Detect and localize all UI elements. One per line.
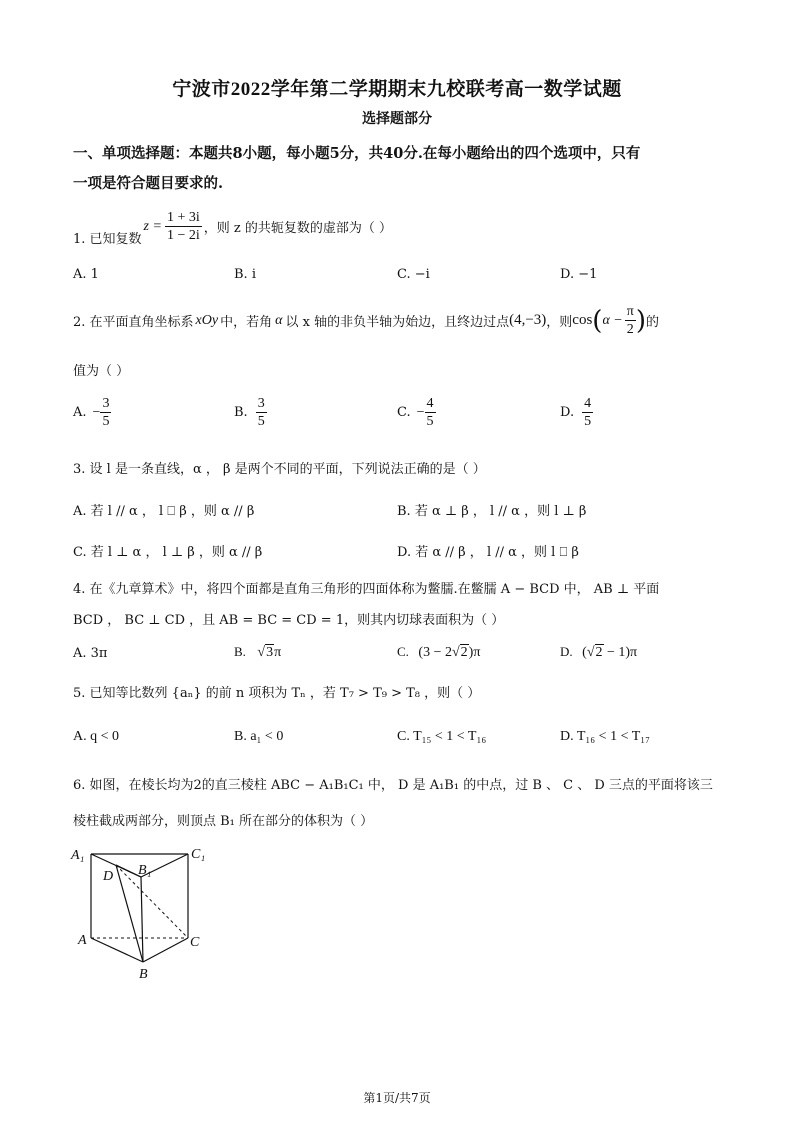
q2-text-e: 的 <box>645 315 659 331</box>
q2-a-frac <box>100 396 111 430</box>
label-d: D <box>103 869 114 884</box>
page-footer: 第1页/共7页 <box>363 1091 431 1105</box>
q2-c-den: 5 <box>426 414 434 430</box>
question-1-stem <box>73 206 392 247</box>
q2-b-num: 3 <box>256 396 267 413</box>
q1-fraction-denominator: 1 − 2i <box>166 228 200 243</box>
q4-c-part-a: (3 − 2 <box>418 645 452 660</box>
q2-d-label: D. <box>560 405 575 421</box>
q2-d-den: 5 <box>584 414 592 430</box>
q4-d-radicand: 2 <box>595 645 603 660</box>
q2-text-c: 以 x 轴的非负半轴为始边，且终边过点 <box>285 315 510 331</box>
q1-z-lhs: z = <box>143 218 162 234</box>
q2-point: (4,−3) <box>509 312 547 329</box>
q2-c-num: 4 <box>425 396 436 413</box>
label-c1: C₁ <box>191 847 206 862</box>
q4-d-part-b: − 1)π <box>603 645 638 660</box>
section-heading-line2: 一项是符合题目要求的. <box>73 175 224 192</box>
q2-text-b: 中，若角 <box>220 315 273 331</box>
q4-option-b: B. √3π <box>234 644 282 660</box>
label-b: B <box>139 967 148 982</box>
part-subtitle: 选择题部分 <box>362 111 432 127</box>
q2-b-label: B. <box>234 405 248 421</box>
edge-d-b <box>116 865 143 962</box>
q1-option-d: D. −1 <box>560 267 598 282</box>
edge-a-b <box>91 938 143 962</box>
q2-d-frac <box>582 396 593 430</box>
q2-option-b <box>234 396 267 430</box>
q2-stem-line2: 值为（ ） <box>73 364 130 379</box>
q4-option-d: D. (√2 − 1)π <box>560 644 638 660</box>
q4-c-part-b: )π <box>468 645 481 660</box>
q5-option-b: B. a₁ < 0 <box>234 729 284 744</box>
q4-b-label: B. <box>234 644 246 659</box>
q2-a-den: 5 <box>102 414 110 430</box>
label-a: A <box>78 933 87 948</box>
q1-suffix: ，则 z 的共轭复数的虚部为（ ） <box>203 221 392 236</box>
q4-c-radicand: 2 <box>460 645 468 660</box>
q4-option-a: A. 3π <box>73 646 108 661</box>
edge-b-c <box>143 938 188 962</box>
q4-d-part-a: ( <box>582 645 587 660</box>
q2-pi: π <box>625 304 636 321</box>
question-6-line2: 棱柱截成两部分，则顶点 B₁ 所在部分的体积为（ ） <box>73 814 374 829</box>
q4-c-label: C. <box>397 644 409 659</box>
question-4-line2: BCD ， BC ⊥ CD ，且 AB = BC = CD = 1，则其内切球表面积为（ ） <box>73 613 505 628</box>
q2-option-a <box>73 396 111 430</box>
q2-paren-open: ( <box>592 305 603 336</box>
q2-two: 2 <box>626 322 634 338</box>
question-2-stem <box>73 304 659 338</box>
label-c: C <box>190 935 200 950</box>
q4-d-label: D. <box>560 644 573 659</box>
q5-option-c: C. T₁₅ < 1 < T₁₆ <box>397 729 487 744</box>
q1-option-b: B. i <box>234 267 256 282</box>
q5-option-a: A. q < 0 <box>73 729 120 744</box>
q1-option-c: C. −i <box>397 267 430 282</box>
q4-b-tail: π <box>274 645 282 660</box>
q3-option-c: C. 若 l ⊥ α ， l ⊥ β ，则 α // β <box>73 545 263 560</box>
edge-b1-b <box>141 877 143 962</box>
q3-option-a: A. 若 l // α ， l ⎕ β ，则 α // β <box>73 504 255 519</box>
q2-text-d: ，则 <box>546 315 573 331</box>
label-b1: B₁ <box>138 863 152 878</box>
q1-option-a: A. 1 <box>73 267 99 282</box>
q2-d-num: 4 <box>582 396 593 413</box>
q2-b-frac <box>256 396 267 430</box>
q2-a-sign: − <box>92 404 101 420</box>
q4-option-c: C. (3 − 2√2)π <box>397 644 481 660</box>
q2-text-a: 2. 在平面直角坐标系 <box>73 315 194 331</box>
prism-figure <box>68 842 218 982</box>
q2-cos: cos <box>572 312 593 329</box>
q2-c-label: C. <box>397 405 411 421</box>
q5-option-d: D. T₁₆ < 1 < T₁₇ <box>560 729 651 744</box>
edge-d-c-dashed <box>116 865 188 938</box>
q2-alpha: α <box>275 312 283 328</box>
page-title: 宁波市2022学年第二学期期末九校联考高一数学试题 <box>172 79 622 100</box>
q2-a-label: A. <box>73 405 87 421</box>
q3-option-d: D. 若 α // β ， l // α ，则 l ⎕ β <box>397 545 579 560</box>
q4-b-radicand: 3 <box>266 645 274 660</box>
q1-fraction <box>165 210 202 244</box>
q3-option-b: B. 若 α ⊥ β ， l // α ，则 l ⊥ β <box>397 504 587 519</box>
q2-paren-close: ) <box>635 305 646 336</box>
label-a1: A₁ <box>71 848 85 863</box>
q2-option-c <box>397 396 436 430</box>
q2-option-d <box>560 396 593 430</box>
q2-c-frac <box>425 396 436 430</box>
question-6-line1: 6. 如图，在棱长均为2的直三棱柱 ABC − A₁B₁C₁ 中， D 是 A₁B₁ 的中点，过 B 、 C 、 D 三点的平面将该三 <box>73 778 713 793</box>
question-5-stem: 5. 已知等比数列 {aₙ} 的前 n 项积为 Tₙ ，若 T₇ > T₉ > T₈ ，则（ ） <box>73 686 481 701</box>
question-4-line1: 4. 在《九章算术》中，将四个面都是直角三角形的四面体称为鳖臑.在鳖臑 A − BCD 中， AB ⊥ 平面 <box>73 582 660 597</box>
q2-a-num: 3 <box>100 396 111 413</box>
q2-cos-inner: α − <box>602 312 623 328</box>
q2-c-sign: − <box>416 404 425 420</box>
section-heading-line1: 一、单项选择题：本题共8小题，每小题5分，共40分.在每小题给出的四个选项中，只有 <box>73 145 641 162</box>
question-3-stem: 3. 设 l 是一条直线，α ， β 是两个不同的平面，下列说法正确的是（ ） <box>73 462 486 477</box>
q2-pi-over-2 <box>625 304 636 338</box>
q2-b-den: 5 <box>257 414 265 430</box>
q1-fraction-numerator: 1 + 3i <box>165 210 202 227</box>
q1-prefix: 1. 已知复数 <box>73 232 142 247</box>
q2-xoy: xOy <box>195 312 219 328</box>
